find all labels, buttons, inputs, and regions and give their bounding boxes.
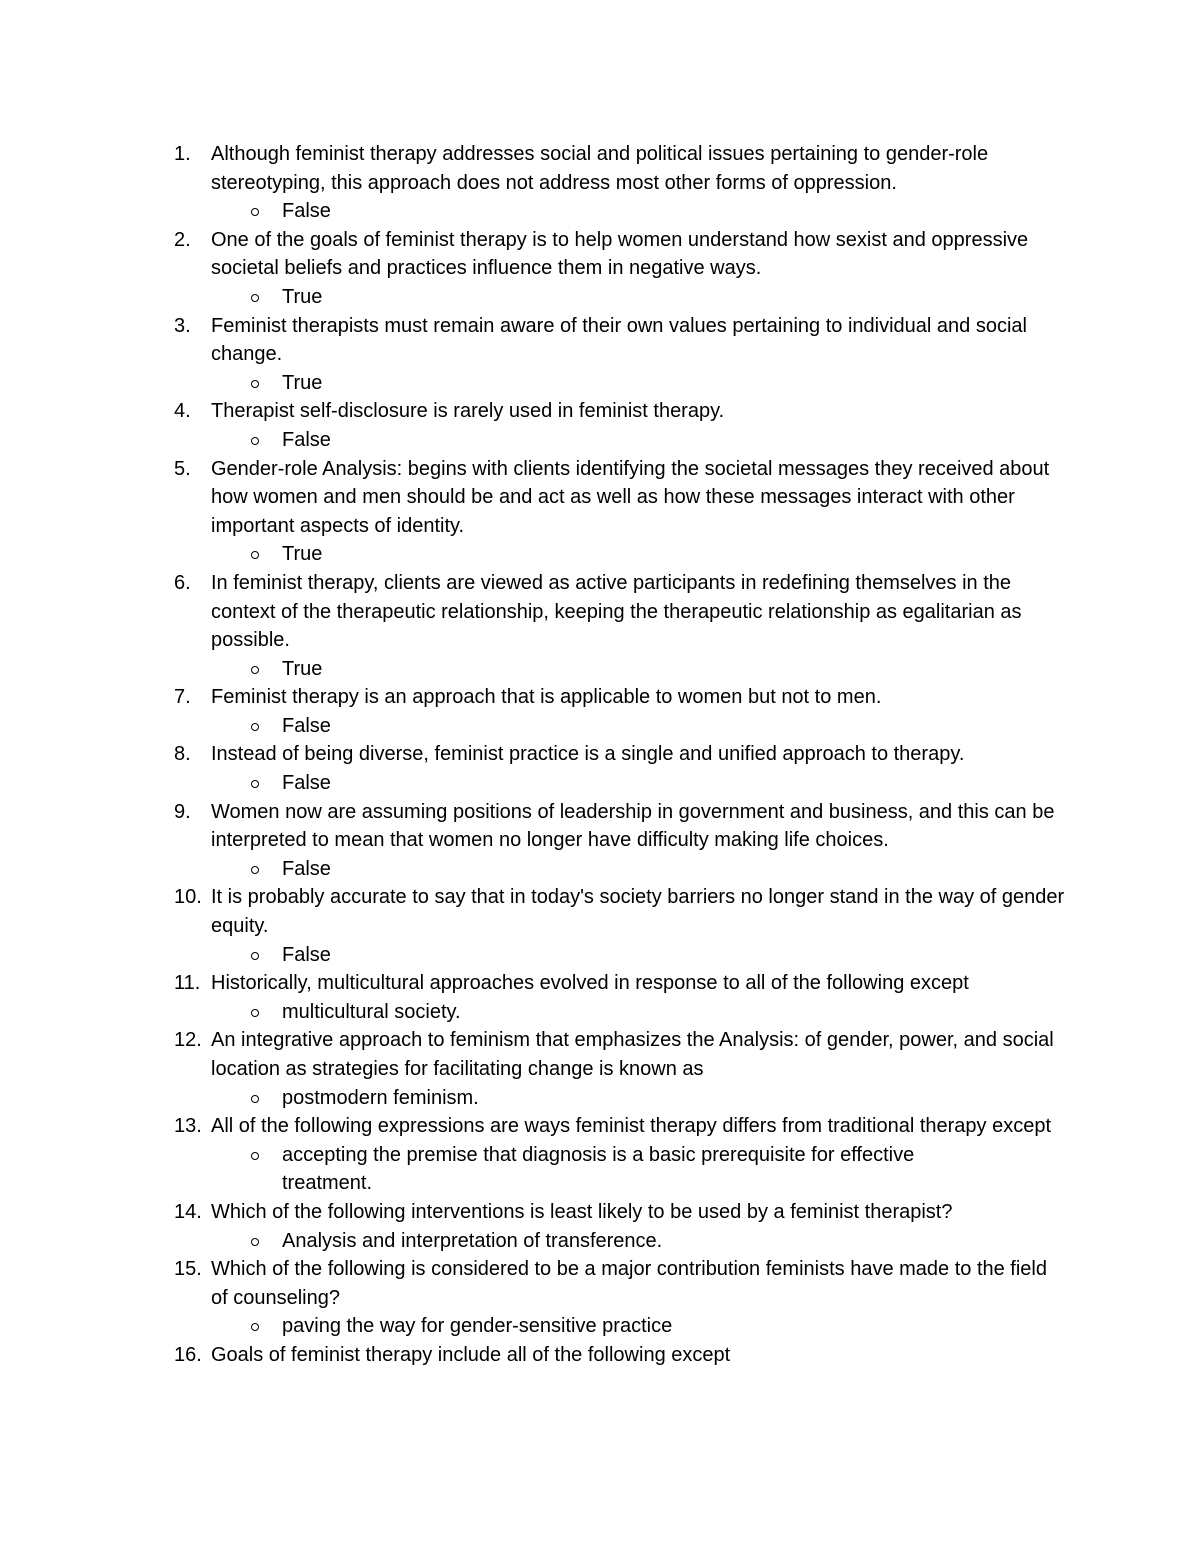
answer-item (211, 855, 982, 884)
answer-text: False (282, 857, 331, 880)
question-text: An integrative approach to feminism that emphasizes the Analysis: of gender, power, and social location as strategies for facilitating change is known as (211, 1029, 1054, 1080)
question-item (174, 883, 1074, 969)
question-text: It is probably accurate to say that in today's society barriers no longer stand in the way of gender equity. (211, 886, 1065, 938)
question-text: All of the following expressions are ways feminist therapy differs from traditional therapy except (211, 1115, 1052, 1138)
answer-list (211, 712, 1074, 741)
answer-list (211, 1141, 1074, 1198)
answer-item (211, 369, 982, 398)
question-item (174, 969, 1074, 1026)
answer-item (211, 655, 982, 684)
question-text: Although feminist therapy addresses social and political issues pertaining to gender-role stereotyping, this approach does not address most other forms of oppression. (211, 143, 989, 194)
question-text: Women now are assuming positions of leadership in government and business, and this can be interpreted to mean that women no longer have difficulty making life choices. (211, 800, 1055, 852)
question-number: 7. (174, 686, 191, 709)
question-number: 8. (174, 743, 191, 766)
answer-text: False (282, 772, 331, 795)
hollow-circle-bullet-icon (251, 952, 259, 960)
answer-list (211, 426, 1074, 455)
question-text: Instead of being diverse, feminist practice is a single and unified approach to therapy. (211, 743, 965, 766)
question-item (174, 455, 1074, 569)
answer-text: paving the way for gender-sensitive practice (282, 1315, 673, 1338)
hollow-circle-bullet-icon (251, 551, 259, 559)
question-item (174, 683, 1074, 740)
question-item (174, 397, 1074, 454)
hollow-circle-bullet-icon (251, 723, 259, 731)
answer-text: postmodern feminism. (282, 1086, 479, 1109)
question-item (174, 140, 1074, 226)
answer-text: True (282, 657, 323, 680)
answer-item (211, 1227, 982, 1256)
question-item (174, 569, 1074, 683)
question-number: 16. (174, 1343, 202, 1366)
question-item (174, 1198, 1074, 1255)
answer-item (211, 197, 982, 226)
answer-list (211, 1227, 1074, 1256)
hollow-circle-bullet-icon (251, 666, 259, 674)
hollow-circle-bullet-icon (251, 294, 259, 302)
answer-item (211, 769, 982, 798)
question-item (174, 312, 1074, 398)
hollow-circle-bullet-icon (251, 1238, 259, 1246)
answer-list (211, 1312, 1074, 1341)
answer-item (211, 1084, 982, 1113)
question-item (174, 1255, 1074, 1341)
answer-text: False (282, 714, 331, 737)
question-item (174, 798, 1074, 884)
answer-item (211, 1141, 982, 1198)
question-number: 1. (174, 143, 191, 165)
answer-text: accepting the premise that diagnosis is a basic prerequisite for effective treatment. (282, 1143, 915, 1195)
question-number: 2. (174, 228, 191, 251)
question-text: Feminist therapists must remain aware of their own values pertaining to individual and social change. (211, 314, 1027, 366)
hollow-circle-bullet-icon (251, 437, 259, 445)
answer-item (211, 283, 982, 312)
question-list (174, 140, 1074, 1370)
hollow-circle-bullet-icon (251, 1323, 259, 1331)
answer-list (211, 769, 1074, 798)
hollow-circle-bullet-icon (251, 1095, 259, 1103)
answer-item (211, 941, 982, 970)
question-number: 4. (174, 400, 191, 423)
answer-item (211, 998, 982, 1027)
question-item (174, 1112, 1074, 1198)
question-number: 6. (174, 571, 191, 594)
question-number: 15. (174, 1258, 202, 1281)
question-text: One of the goals of feminist therapy is to help women understand how sexist and oppressive societal beliefs and practices influence them in negative ways. (211, 228, 1029, 280)
question-text: In feminist therapy, clients are viewed as active participants in redefining themselves in the context of the therapeutic relationship, keeping the therapeutic relationship as egalitarian as possible. (211, 571, 1022, 652)
answer-list (211, 998, 1074, 1027)
question-item (174, 226, 1074, 312)
question-text: Feminist therapy is an approach that is applicable to women but not to men. (211, 686, 882, 709)
answer-text: True (282, 285, 323, 308)
answer-list (211, 197, 1074, 226)
answer-list (211, 283, 1074, 312)
question-number: 3. (174, 314, 191, 337)
answer-list (211, 655, 1074, 684)
answer-text: False (282, 943, 331, 966)
question-text: Which of the following is considered to be a major contribution feminists have made to the field of counseling? (211, 1258, 1047, 1309)
answer-list (211, 941, 1074, 970)
hollow-circle-bullet-icon (251, 208, 259, 216)
hollow-circle-bullet-icon (251, 780, 259, 788)
answer-item (211, 1312, 982, 1341)
answer-item (211, 540, 982, 569)
question-number: 14. (174, 1200, 202, 1223)
question-text: Which of the following interventions is least likely to be used by a feminist therapist? (211, 1200, 953, 1223)
answer-list (211, 855, 1074, 884)
answer-text: False (282, 200, 331, 223)
question-number: 12. (174, 1029, 202, 1052)
question-text: Goals of feminist therapy include all of the following except (211, 1343, 731, 1366)
hollow-circle-bullet-icon (251, 866, 259, 874)
answer-list (211, 369, 1074, 398)
question-text: Therapist self-disclosure is rarely used in feminist therapy. (211, 400, 725, 423)
answer-text: True (282, 543, 323, 566)
question-number: 9. (174, 800, 191, 823)
question-number: 11. (174, 972, 201, 995)
question-item (174, 1341, 1074, 1370)
question-number: 10. (174, 886, 202, 909)
answer-text: False (282, 428, 331, 451)
answer-item (211, 712, 982, 741)
question-text: Historically, multicultural approaches evolved in response to all of the following except (211, 972, 969, 995)
question-item (174, 1026, 1074, 1112)
question-number: 5. (174, 457, 191, 480)
answer-list (211, 540, 1074, 569)
question-number: 13. (174, 1115, 202, 1138)
answer-text: Analysis and interpretation of transference. (282, 1229, 663, 1252)
answer-text: multicultural society. (282, 1000, 461, 1023)
question-text: Gender-role Analysis: begins with clients identifying the societal messages they received about how women and men should be and act as well as how these messages interact with other important aspects of identity. (211, 457, 1050, 537)
answer-list (211, 1084, 1074, 1113)
hollow-circle-bullet-icon (251, 1009, 259, 1017)
hollow-circle-bullet-icon (251, 380, 259, 388)
answer-item (211, 426, 982, 455)
question-item (174, 740, 1074, 797)
hollow-circle-bullet-icon (251, 1152, 259, 1160)
answer-text: True (282, 371, 323, 394)
